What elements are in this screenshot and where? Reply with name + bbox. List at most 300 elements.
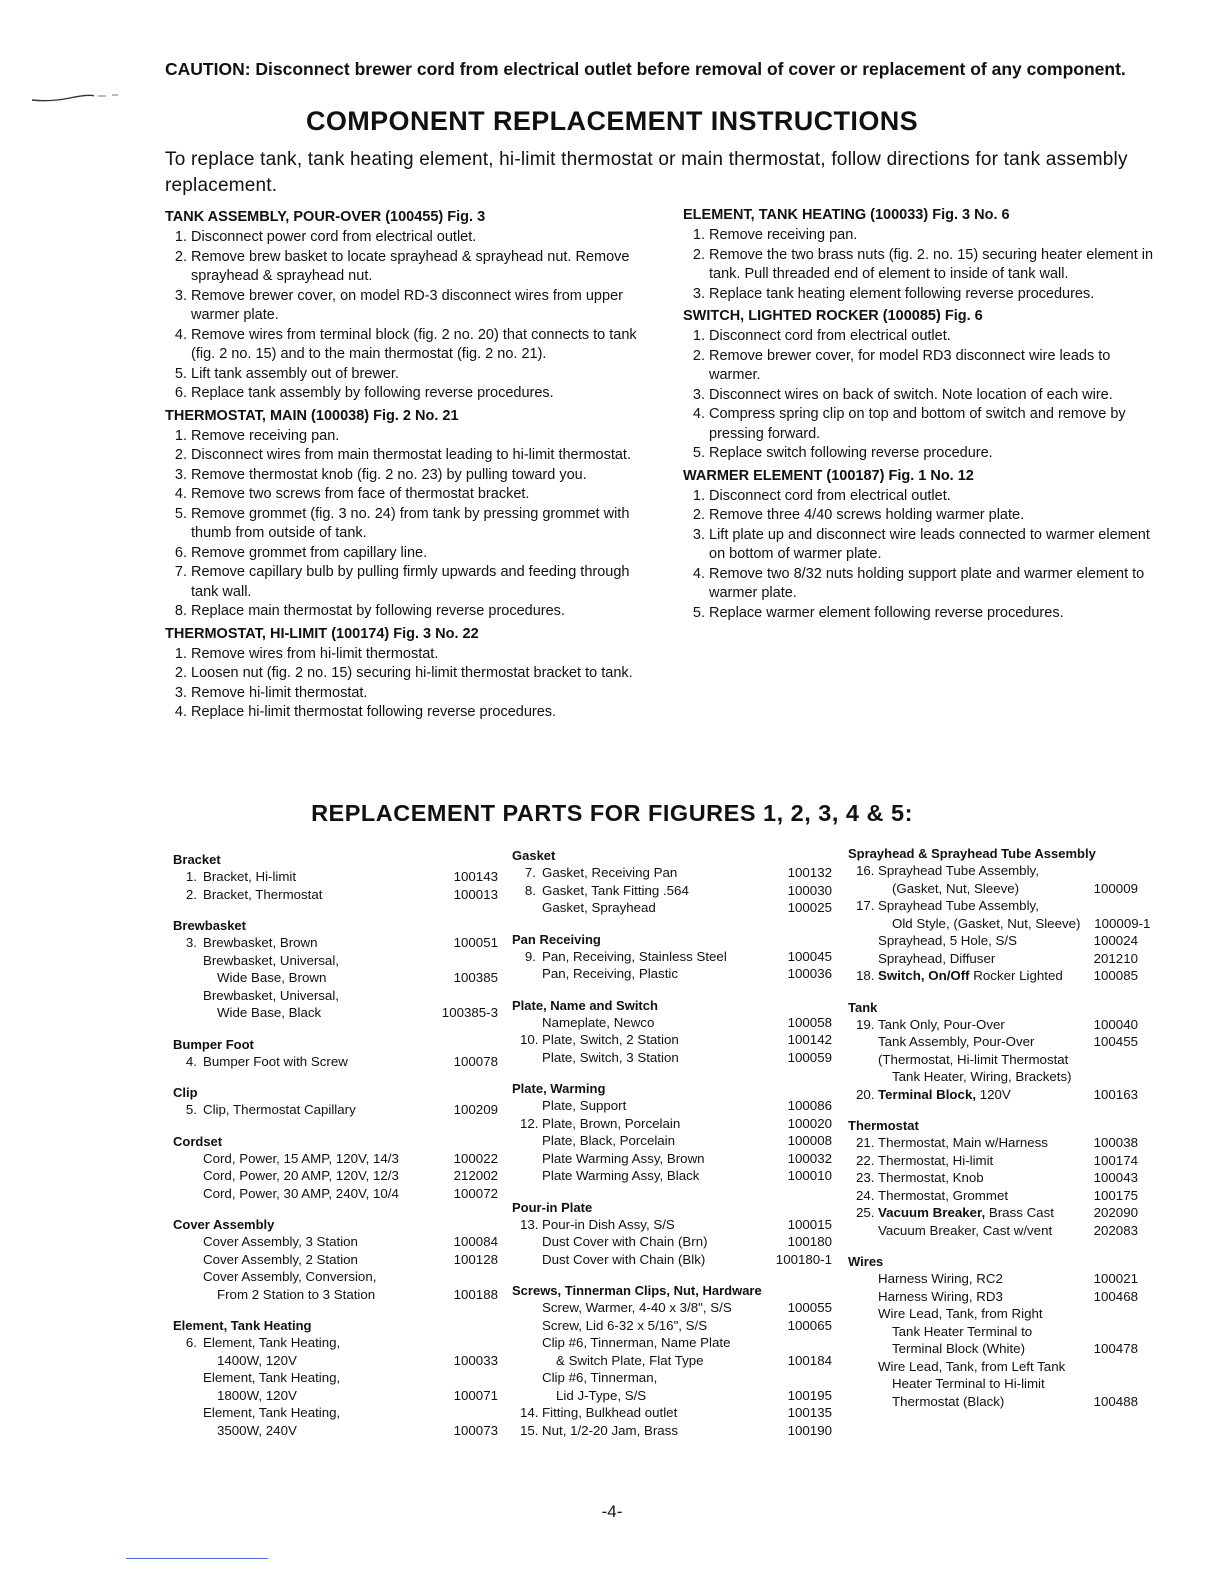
part-description bbox=[848, 1288, 1003, 1306]
parts-group bbox=[512, 997, 832, 1067]
part-row bbox=[848, 862, 1138, 880]
part-number bbox=[762, 1334, 832, 1352]
part-number: 100013 bbox=[453, 886, 498, 902]
part-number bbox=[1068, 1305, 1138, 1323]
part-row bbox=[848, 1016, 1138, 1034]
part-number: 100043 bbox=[1093, 1170, 1138, 1185]
stray-pen-mark bbox=[30, 88, 130, 108]
parts-group bbox=[512, 1080, 832, 1185]
part-name: Brewbasket, Universal, bbox=[203, 952, 339, 968]
part-row bbox=[173, 1369, 498, 1387]
part-number-index: 23. bbox=[856, 1170, 875, 1185]
part-description bbox=[173, 868, 296, 886]
part-row bbox=[848, 1375, 1138, 1393]
part-description bbox=[173, 1185, 399, 1203]
instruction-section bbox=[165, 407, 645, 622]
part-row bbox=[848, 1340, 1138, 1358]
part-number: 100065 bbox=[787, 1317, 832, 1333]
part-name: Sprayhead, 5 Hole, S/S bbox=[878, 933, 1017, 948]
part-number: 100009-1 bbox=[1094, 915, 1151, 931]
instruction-section bbox=[165, 208, 645, 404]
part-name: Gasket, Tank Fitting .564 bbox=[542, 882, 689, 898]
part-number: 100032 bbox=[787, 1150, 832, 1166]
part-description bbox=[173, 1150, 399, 1168]
part-row bbox=[848, 1033, 1138, 1051]
part-name: Tank Only, Pour-Over bbox=[878, 1016, 1005, 1032]
part-name: Clip, Thermostat Capillary bbox=[203, 1102, 356, 1117]
part-name: Thermostat (Black) bbox=[892, 1393, 1005, 1409]
part-description bbox=[848, 967, 1063, 985]
part-description bbox=[512, 1049, 679, 1067]
part-number: 201210 bbox=[1093, 950, 1138, 966]
part-name: Harness Wiring, RC2 bbox=[878, 1271, 1003, 1286]
part-row bbox=[512, 1049, 832, 1067]
part-row bbox=[512, 1115, 832, 1133]
parts-group-title: Gasket bbox=[512, 848, 556, 863]
part-description bbox=[512, 1115, 680, 1133]
part-number bbox=[1068, 1375, 1138, 1393]
part-name: Plate, Switch, 2 Station bbox=[542, 1032, 679, 1047]
instruction-section bbox=[165, 625, 645, 723]
part-row bbox=[848, 932, 1138, 950]
section-title: ELEMENT, TANK HEATING (100033) Fig. 3 No. 6 bbox=[683, 207, 1010, 223]
part-name: Thermostat, Grommet bbox=[878, 1187, 1009, 1203]
instruction-step: 3. Remove hi-limit thermostat. bbox=[191, 684, 645, 704]
part-row bbox=[173, 1150, 498, 1168]
part-row bbox=[173, 1352, 498, 1370]
parts-group bbox=[173, 1317, 498, 1439]
part-row bbox=[173, 987, 498, 1005]
part-number: 100010 bbox=[787, 1168, 832, 1183]
part-number bbox=[428, 1369, 498, 1387]
part-row bbox=[512, 899, 832, 917]
part-row bbox=[173, 1387, 498, 1405]
part-name: (Gasket, Nut, Sleeve) bbox=[892, 880, 1020, 896]
instruction-step: 6. Replace tank assembly by following reverse procedures. bbox=[191, 384, 645, 404]
part-name: Bumper Foot with Screw bbox=[203, 1053, 348, 1069]
part-number-index: 9. bbox=[524, 948, 536, 964]
part-name: Cover Assembly, Conversion, bbox=[203, 1269, 377, 1284]
part-number: 100073 bbox=[453, 1422, 498, 1438]
part-name: Bracket, Thermostat bbox=[203, 886, 323, 902]
part-number bbox=[1072, 1068, 1142, 1086]
part-name: Screw, Warmer, 4-40 x 3/8", S/S bbox=[542, 1300, 732, 1315]
part-description bbox=[848, 1340, 1025, 1358]
part-name: Lid J-Type, S/S bbox=[556, 1387, 647, 1403]
part-description bbox=[512, 948, 727, 966]
part-number: 100085 bbox=[1093, 968, 1138, 983]
instruction-step: 5. Lift tank assembly out of brewer. bbox=[191, 365, 645, 385]
parts-group-title: Screws, Tinnerman Clips, Nut, Hardware bbox=[512, 1283, 762, 1298]
part-number: 100175 bbox=[1093, 1187, 1138, 1203]
instruction-step: 1. Remove receiving pan. bbox=[191, 427, 645, 447]
caution-notice: CAUTION: Disconnect brewer cord from electrical outlet before removal of cover or replacement of any component. bbox=[165, 59, 1126, 79]
part-description bbox=[173, 1233, 358, 1251]
part-row bbox=[512, 1031, 832, 1049]
part-row bbox=[848, 1051, 1138, 1069]
parts-group bbox=[512, 1199, 832, 1269]
part-name: Gasket, Sprayhead bbox=[542, 900, 656, 915]
part-row bbox=[173, 1053, 498, 1071]
instruction-step: 4. Compress spring clip on top and bottom of switch and remove by pressing forward. bbox=[709, 405, 1163, 444]
right-instructions-column bbox=[683, 203, 1163, 625]
part-row bbox=[173, 969, 498, 987]
instruction-section bbox=[683, 467, 1163, 624]
part-description bbox=[848, 1134, 1048, 1152]
instruction-step: 2. Remove brew basket to locate sprayhead & sprayhead nut. Remove sprayhead & sprayhead nut. bbox=[191, 248, 645, 287]
parts-group-title: Wires bbox=[848, 1254, 884, 1269]
part-name: Clip #6, Tinnerman, Name Plate bbox=[542, 1335, 731, 1350]
part-number-index: 19. bbox=[856, 1016, 875, 1032]
part-number-index: 24. bbox=[856, 1187, 875, 1203]
part-number: 202090 bbox=[1093, 1205, 1138, 1220]
parts-group-title: Bracket bbox=[173, 852, 221, 867]
instruction-step: 1. Disconnect cord from electrical outlet. bbox=[709, 487, 1163, 507]
part-row bbox=[512, 1014, 832, 1032]
part-number bbox=[1068, 1323, 1138, 1341]
part-description bbox=[173, 1369, 340, 1387]
part-name: Brewbasket, Universal, bbox=[203, 987, 339, 1003]
part-row bbox=[848, 967, 1138, 985]
part-description bbox=[173, 969, 326, 987]
part-name: Terminal Block (White) bbox=[892, 1341, 1025, 1356]
part-description bbox=[512, 1014, 654, 1032]
part-description bbox=[512, 1317, 707, 1335]
intro-paragraph: To replace tank, tank heating element, hi-limit thermostat or main thermostat, follow directions for tank assembly replacement. bbox=[165, 149, 1128, 196]
part-description bbox=[512, 1150, 705, 1168]
part-row bbox=[173, 886, 498, 904]
part-name: Terminal Block, 120V bbox=[878, 1086, 1011, 1102]
part-name: Sprayhead, Diffuser bbox=[878, 950, 996, 966]
part-description bbox=[173, 1352, 297, 1370]
part-description bbox=[512, 1251, 705, 1269]
part-number-index: 15. bbox=[520, 1422, 539, 1438]
part-name: Thermostat, Knob bbox=[878, 1170, 984, 1185]
part-number bbox=[762, 1369, 832, 1387]
parts-group bbox=[512, 847, 832, 917]
part-name: Element, Tank Heating, bbox=[203, 1405, 341, 1420]
part-name: Wide Base, Brown bbox=[217, 970, 327, 985]
part-number: 100385-3 bbox=[441, 1005, 498, 1020]
parts-group-title: Clip bbox=[173, 1085, 198, 1100]
part-number: 100190 bbox=[787, 1422, 832, 1438]
instruction-step: 8. Replace main thermostat by following reverse procedures. bbox=[191, 602, 645, 622]
instruction-step: 5. Replace warmer element following reverse procedures. bbox=[709, 604, 1163, 624]
part-number: 100038 bbox=[1093, 1135, 1138, 1150]
part-name: Cover Assembly, 3 Station bbox=[203, 1234, 358, 1249]
part-description bbox=[173, 1167, 399, 1185]
part-row bbox=[512, 1334, 832, 1352]
part-number: 202083 bbox=[1093, 1222, 1138, 1238]
part-description bbox=[512, 1334, 730, 1352]
part-description bbox=[512, 1097, 626, 1115]
part-number: 100059 bbox=[787, 1049, 832, 1065]
parts-group bbox=[173, 917, 498, 1022]
part-row bbox=[173, 1286, 498, 1304]
part-row bbox=[848, 1288, 1138, 1306]
part-number: 100086 bbox=[787, 1098, 832, 1113]
part-name: Pour-in Dish Assy, S/S bbox=[542, 1216, 675, 1232]
part-description bbox=[848, 915, 1080, 933]
part-description bbox=[848, 1051, 1068, 1069]
part-description bbox=[512, 1299, 732, 1317]
part-number-index: 12. bbox=[520, 1115, 539, 1131]
instruction-step: 2. Remove brewer cover, for model RD3 disconnect wire leads to warmer. bbox=[709, 347, 1163, 386]
part-number: 100468 bbox=[1093, 1288, 1138, 1304]
part-number-index: 21. bbox=[856, 1135, 875, 1150]
parts-group bbox=[173, 1084, 498, 1119]
part-description bbox=[848, 1270, 1003, 1288]
part-number: 100020 bbox=[787, 1115, 832, 1131]
part-name: Cord, Power, 20 AMP, 120V, 12/3 bbox=[203, 1168, 399, 1183]
part-row bbox=[512, 882, 832, 900]
part-name: Wide Base, Black bbox=[217, 1005, 322, 1020]
parts-group-title: Element, Tank Heating bbox=[173, 1318, 312, 1333]
part-row bbox=[512, 1387, 832, 1405]
part-number: 100008 bbox=[787, 1133, 832, 1148]
part-row bbox=[173, 1101, 498, 1119]
instruction-section bbox=[683, 307, 1163, 464]
instruction-step: 5. Remove grommet (fig. 3 no. 24) from tank by pressing grommet with thumb from outside of tank. bbox=[191, 505, 645, 544]
part-row bbox=[512, 1422, 832, 1440]
parts-group-title: Cordset bbox=[173, 1133, 223, 1149]
part-row bbox=[512, 1369, 832, 1387]
part-name: Thermostat, Main w/Harness bbox=[878, 1135, 1048, 1150]
instruction-step: 4. Remove two screws from face of thermostat bracket. bbox=[191, 485, 645, 505]
part-number bbox=[428, 1404, 498, 1422]
part-name: Brewbasket, Brown bbox=[203, 935, 318, 950]
part-name: From 2 Station to 3 Station bbox=[217, 1286, 376, 1302]
part-row bbox=[848, 1323, 1138, 1341]
parts-group bbox=[173, 851, 498, 903]
part-number-index: 25. bbox=[856, 1205, 875, 1220]
footer-rule bbox=[126, 1558, 268, 1559]
left-instructions-column bbox=[165, 205, 645, 725]
part-description bbox=[848, 897, 1039, 915]
part-number: 100033 bbox=[453, 1352, 498, 1368]
part-name: Heater Terminal to Hi-limit bbox=[892, 1376, 1045, 1391]
part-row bbox=[512, 948, 832, 966]
part-description bbox=[173, 1004, 321, 1022]
part-description bbox=[848, 1152, 993, 1170]
part-name: Bracket, Hi-limit bbox=[203, 869, 297, 884]
part-name: Dust Cover with Chain (Blk) bbox=[542, 1251, 706, 1267]
part-number bbox=[428, 952, 498, 970]
part-number: 100036 bbox=[787, 966, 832, 981]
part-row bbox=[512, 1404, 832, 1422]
part-row bbox=[512, 864, 832, 882]
part-number bbox=[1068, 862, 1138, 880]
part-description bbox=[173, 1101, 356, 1119]
part-description bbox=[848, 862, 1039, 880]
part-row bbox=[173, 868, 498, 886]
parts-column-1 bbox=[173, 851, 498, 1453]
part-row bbox=[173, 1167, 498, 1185]
part-number: 100128 bbox=[453, 1251, 498, 1267]
part-number: 212002 bbox=[453, 1168, 498, 1183]
part-row bbox=[848, 1204, 1138, 1222]
part-description bbox=[512, 1167, 699, 1185]
part-row bbox=[512, 1132, 832, 1150]
part-row bbox=[848, 915, 1151, 933]
instruction-step: 3. Lift plate up and disconnect wire leads connected to warmer element on bottom of warmer plate. bbox=[709, 526, 1163, 565]
part-description bbox=[512, 1422, 678, 1440]
instruction-step: 6. Remove grommet from capillary line. bbox=[191, 544, 645, 564]
parts-group bbox=[848, 1253, 1138, 1410]
part-name: Cover Assembly, 2 Station bbox=[203, 1251, 358, 1267]
part-row bbox=[173, 952, 498, 970]
section-title: WARMER ELEMENT (100187) Fig. 1 No. 12 bbox=[683, 467, 974, 484]
part-name: Tank Heater Terminal to bbox=[892, 1323, 1033, 1339]
part-name: Clip #6, Tinnerman, bbox=[542, 1370, 658, 1385]
part-row bbox=[848, 1222, 1138, 1240]
part-name: Sprayhead Tube Assembly, bbox=[878, 863, 1039, 878]
part-number: 100030 bbox=[787, 882, 832, 898]
part-number: 100385 bbox=[453, 970, 498, 985]
part-name: 1400W, 120V bbox=[217, 1352, 297, 1368]
part-name: Plate, Switch, 3 Station bbox=[542, 1049, 679, 1065]
part-row bbox=[173, 1004, 498, 1022]
part-number: 100163 bbox=[1093, 1086, 1138, 1102]
part-number-index: 4. bbox=[185, 1053, 197, 1069]
parts-group-title: Plate, Name and Switch bbox=[512, 997, 658, 1013]
section-title: THERMOSTAT, MAIN (100038) Fig. 2 No. 21 bbox=[165, 407, 459, 424]
section-title: THERMOSTAT, HI-LIMIT (100174) Fig. 3 No. 22 bbox=[165, 625, 479, 642]
section-title: SWITCH, LIGHTED ROCKER (100085) Fig. 6 bbox=[683, 308, 983, 324]
part-name: Sprayhead Tube Assembly, bbox=[878, 898, 1039, 913]
part-description bbox=[173, 1268, 376, 1286]
part-number: 100478 bbox=[1093, 1341, 1138, 1356]
part-name: Switch, On/Off Rocker Lighted bbox=[878, 968, 1063, 983]
part-row bbox=[512, 1150, 832, 1168]
instruction-step: 5. Replace switch following reverse procedure. bbox=[709, 444, 1163, 464]
part-description bbox=[848, 1375, 1045, 1393]
part-name: Harness Wiring, RD3 bbox=[878, 1288, 1003, 1304]
part-name: Tank Heater, Wiring, Brackets) bbox=[892, 1069, 1072, 1084]
part-row bbox=[848, 1152, 1138, 1170]
part-row bbox=[848, 1086, 1138, 1104]
part-name: Pan, Receiving, Stainless Steel bbox=[542, 948, 727, 964]
part-description bbox=[848, 1068, 1072, 1086]
instruction-step: 1. Remove receiving pan. bbox=[709, 226, 1163, 246]
part-description bbox=[512, 1132, 675, 1150]
part-number: 100058 bbox=[787, 1014, 832, 1030]
part-number: 100040 bbox=[1093, 1016, 1138, 1032]
part-description bbox=[173, 1251, 358, 1269]
parts-group-title: Bumper Foot bbox=[173, 1036, 254, 1052]
part-number: 100024 bbox=[1093, 933, 1138, 948]
part-description bbox=[512, 882, 689, 900]
instruction-step: 2. Loosen nut (fig. 2 no. 15) securing hi-limit thermostat bracket to tank. bbox=[191, 664, 645, 684]
page-title: COMPONENT REPLACEMENT INSTRUCTIONS bbox=[305, 106, 919, 136]
part-number: 100180 bbox=[787, 1234, 832, 1249]
part-number-index: 7. bbox=[524, 865, 536, 880]
part-description bbox=[173, 886, 322, 904]
parts-group-title: Brewbasket bbox=[173, 918, 246, 933]
parts-group bbox=[848, 845, 1151, 985]
part-name: Cord, Power, 30 AMP, 240V, 10/4 bbox=[203, 1185, 399, 1201]
part-description bbox=[848, 1187, 1008, 1205]
parts-column-2 bbox=[512, 847, 832, 1453]
part-number: 100488 bbox=[1093, 1393, 1138, 1409]
part-row bbox=[848, 1270, 1138, 1288]
part-number-index: 17. bbox=[856, 898, 875, 913]
part-description bbox=[848, 1016, 1005, 1034]
part-number: 100072 bbox=[453, 1185, 498, 1201]
part-name: Plate Warming Assy, Brown bbox=[542, 1150, 705, 1166]
part-description bbox=[173, 1387, 297, 1405]
part-description bbox=[173, 934, 318, 952]
instruction-section bbox=[683, 206, 1163, 304]
part-number-index: 3. bbox=[185, 935, 197, 950]
part-description bbox=[512, 965, 678, 983]
part-name: Vacuum Breaker, Brass Cast bbox=[878, 1205, 1054, 1220]
part-description bbox=[848, 1204, 1054, 1222]
part-number: 100025 bbox=[787, 900, 832, 915]
part-name: Element, Tank Heating, bbox=[203, 1370, 341, 1385]
part-name: Fitting, Bulkhead outlet bbox=[542, 1405, 678, 1420]
part-row bbox=[512, 1167, 832, 1185]
part-name: (Thermostat, Hi-limit Thermostat bbox=[878, 1051, 1069, 1067]
part-row bbox=[512, 965, 832, 983]
part-number-index: 6. bbox=[185, 1335, 197, 1350]
part-row bbox=[512, 1317, 832, 1335]
instruction-step: 3. Replace tank heating element following reverse procedures. bbox=[709, 285, 1163, 305]
instruction-step: 1. Disconnect cord from electrical outlet. bbox=[709, 327, 1163, 347]
instruction-step: 4. Remove wires from terminal block (fig. 2 no. 20) that connects to tank (fig. 2 no. 15) and to the main thermostat (fig. 2 no. 21). bbox=[191, 326, 645, 365]
part-number: 100174 bbox=[1093, 1152, 1138, 1168]
parts-group-title: Cover Assembly bbox=[173, 1217, 275, 1232]
part-row bbox=[173, 1334, 498, 1352]
part-number: 100143 bbox=[453, 869, 498, 884]
part-row bbox=[848, 950, 1138, 968]
parts-group-title: Sprayhead & Sprayhead Tube Assembly bbox=[848, 846, 1096, 861]
part-row bbox=[173, 1268, 498, 1286]
page-number: -4- bbox=[601, 1502, 623, 1521]
part-number-index: 22. bbox=[856, 1152, 875, 1168]
part-name: Nameplate, Newco bbox=[542, 1014, 655, 1030]
part-row bbox=[512, 1251, 832, 1269]
parts-column-3 bbox=[848, 845, 1151, 1424]
part-name: Wire Lead, Tank, from Right bbox=[878, 1306, 1043, 1321]
parts-group bbox=[173, 1216, 498, 1303]
part-description bbox=[173, 1404, 340, 1422]
part-number: 100195 bbox=[787, 1387, 832, 1403]
part-name: Element, Tank Heating, bbox=[203, 1335, 341, 1350]
part-number bbox=[428, 1268, 498, 1286]
part-name: Old Style, (Gasket, Nut, Sleeve) bbox=[892, 915, 1081, 931]
part-number-index: 18. bbox=[856, 968, 875, 983]
part-row bbox=[848, 1134, 1138, 1152]
part-description bbox=[848, 1222, 1052, 1240]
part-row bbox=[173, 1251, 498, 1269]
parts-group bbox=[512, 1282, 832, 1439]
parts-group-title: Thermostat bbox=[848, 1118, 919, 1133]
part-row bbox=[173, 934, 498, 952]
instruction-step: 3. Disconnect wires on back of switch. Note location of each wire. bbox=[709, 386, 1163, 406]
part-number: 100071 bbox=[453, 1387, 498, 1403]
part-name: Dust Cover with Chain (Brn) bbox=[542, 1234, 708, 1249]
part-row bbox=[512, 1352, 832, 1370]
part-number-index: 8. bbox=[524, 882, 536, 898]
part-name: Wire Lead, Tank, from Left Tank bbox=[878, 1358, 1066, 1374]
part-number: 100078 bbox=[453, 1053, 498, 1069]
parts-group bbox=[173, 1133, 498, 1203]
part-description bbox=[848, 1358, 1065, 1376]
instruction-step: 2. Disconnect wires from main thermostat leading to hi-limit thermostat. bbox=[191, 446, 645, 466]
part-description bbox=[512, 1233, 708, 1251]
part-row bbox=[512, 1299, 832, 1317]
